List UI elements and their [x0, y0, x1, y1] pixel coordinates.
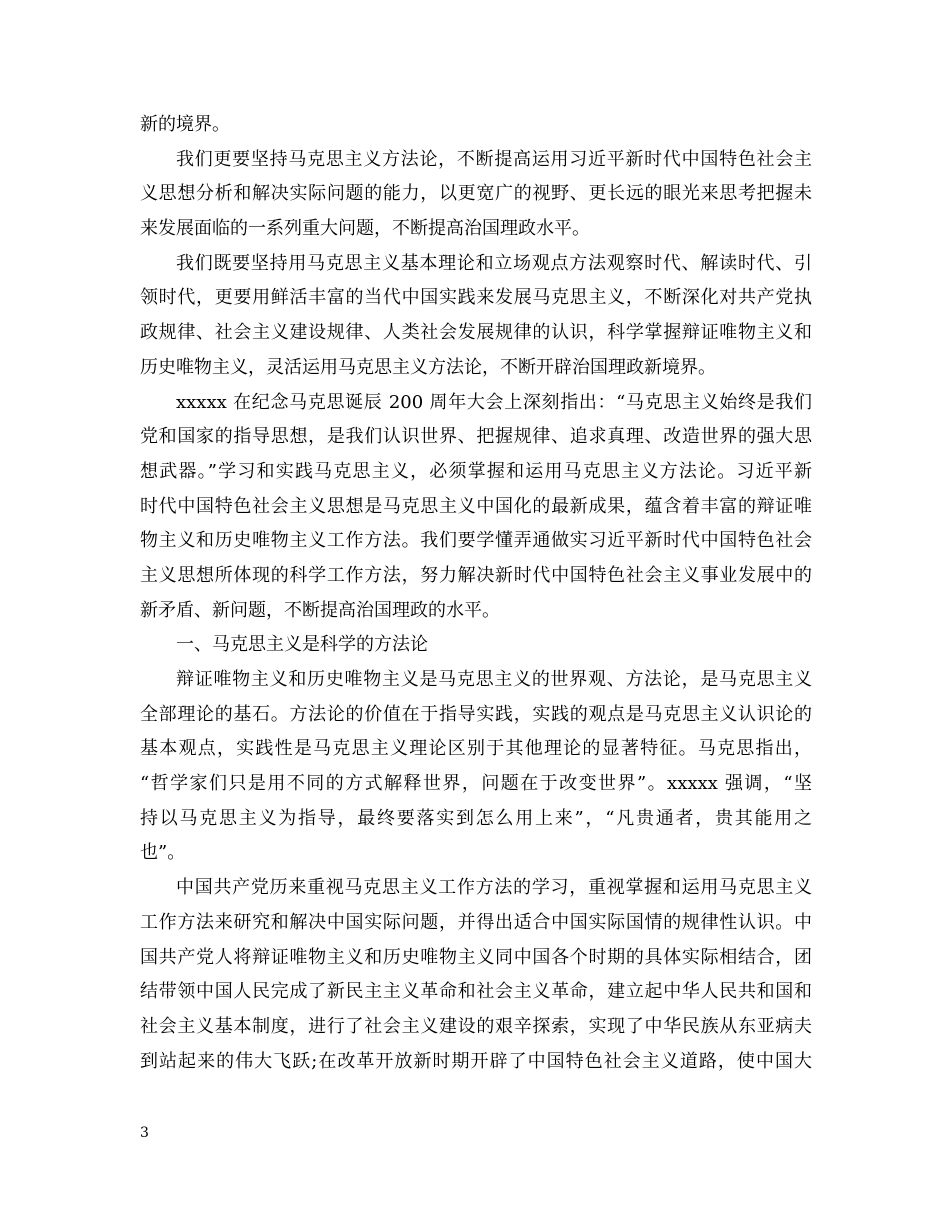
text-line: 想武器。”学习和实践马克思主义，必须掌握和运用马克思主义方法论。习近平新 [140, 460, 812, 482]
page-number: 3 [140, 1125, 149, 1141]
text-line: 全部理论的基石。方法论的价值在于指导实践，实践的观点是马克思主义认识论的 [140, 703, 812, 725]
text-line: 来发展面临的一系列重大问题，不断提高治国理政水平。 [140, 218, 590, 240]
text-line: 辩证唯物主义和历史唯物主义是马克思主义的世界观、方法论，是马克思主义 [176, 669, 812, 690]
text-line: 义思想分析和解决实际问题的能力，以更宽广的视野、更长远的眼光来思考把握未 [140, 183, 812, 205]
text-line: 到站起来的伟大飞跃;在改革开放新时期开辟了中国特色社会主义道路，使中国大 [140, 1050, 812, 1072]
text-line: 我们更要坚持马克思主义方法论，不断提高运用习近平新时代中国特色社会主 [176, 148, 812, 170]
text-line: 基本观点，实践性是马克思主义理论区别于其他理论的显著特征。马克思指出， [140, 738, 812, 760]
text-line: 持以马克思主义为指导，最终要落实到怎么用上来”，“凡贵通者，贵其能用之 [140, 807, 812, 829]
text-line: 政规律、社会主义建设规律、人类社会发展规律的认识，科学掌握辩证唯物主义和 [140, 322, 812, 344]
text-line: 新的境界。 [140, 114, 230, 135]
text-line: xxxxx 在纪念马克思诞辰 200 周年大会上深刻指出：“马克思主义始终是我们 [176, 391, 812, 413]
text-line: 新矛盾、新问题，不断提高治国理政的水平。 [140, 599, 500, 621]
text-line: 社会主义基本制度，进行了社会主义建设的艰辛探索，实现了中华民族从东亚病夫 [140, 1015, 812, 1037]
text-line: 中国共产党历来重视马克思主义工作方法的学习，重视掌握和运用马克思主义 [176, 877, 812, 899]
text-line: 领时代，更要用鲜活丰富的当代中国实践来发展马克思主义，不断深化对共产党执 [140, 287, 812, 309]
text-line: 结带领中国人民完成了新民主主义革命和社会主义革命，建立起中华人民共和国和 [140, 981, 812, 1003]
document-body [140, 108, 812, 1079]
text-line: 工作方法来研究和解决中国实际问题，并得出适合中国实际国情的规律性认识。中 [140, 911, 812, 933]
text-line: 国共产党人将辩证唯物主义和历史唯物主义同中国各个时期的具体实际相结合，团 [140, 946, 812, 968]
text-line: 物主义和历史唯物主义工作方法。我们要学懂弄通做实习近平新时代中国特色社会 [140, 530, 812, 552]
text-line: 也”。 [140, 842, 186, 864]
text-line: 历史唯物主义，灵活运用马克思主义方法论，不断开辟治国理政新境界。 [140, 356, 716, 378]
text-line: “哲学家们只是用不同的方式解释世界，问题在于改变世界”。xxxxx 强调，“坚 [140, 773, 812, 795]
text-line: 主义思想所体现的科学工作方法，努力解决新时代中国特色社会主义事业发展中的 [140, 564, 812, 586]
text-line: 时代中国特色社会主义思想是马克思主义中国化的最新成果，蕴含着丰富的辩证唯 [140, 495, 812, 517]
text-line: 党和国家的指导思想，是我们认识世界、把握规律、追求真理、改造世界的强大思 [140, 426, 812, 448]
text-line: 我们既要坚持用马克思主义基本理论和立场观点方法观察时代、解读时代、引 [176, 252, 812, 274]
text-line: 一、马克思主义是科学的方法论 [176, 634, 428, 656]
